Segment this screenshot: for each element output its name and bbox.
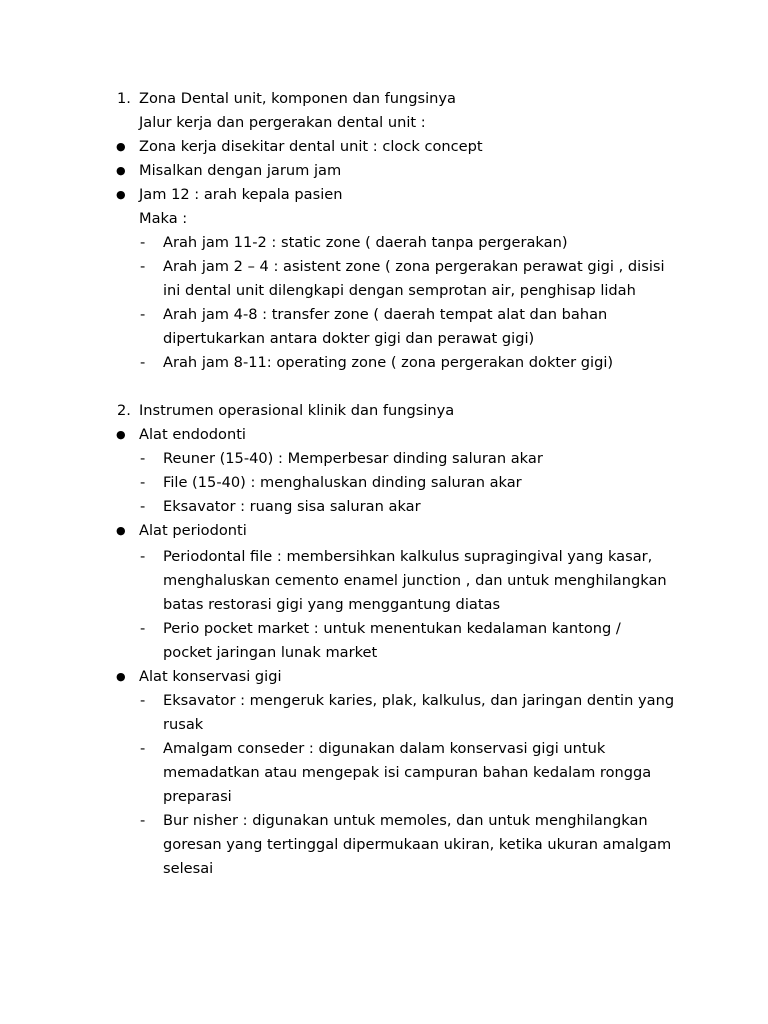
line-text: dipertukarkan antara dokter gigi dan perawat gigi) [163,330,535,347]
line-text: Alat konservasi gigi [139,668,282,685]
dash-icon: - [140,234,146,251]
line-text: Arah jam 11-2 : static zone ( daerah tanpa pergerakan) [163,234,568,251]
dash-icon: - [140,306,146,323]
bullet-icon: ● [116,164,126,177]
line-text: Zona kerja disekitar dental unit : clock concept [139,138,483,155]
line-text: Perio pocket market : untuk menentukan kedalaman kantong / [163,620,621,637]
line-text: Eksavator : ruang sisa saluran akar [163,498,421,515]
dash-icon: - [140,474,146,491]
line-text: Arah jam 8-11: operating zone ( zona pergerakan dokter gigi) [163,354,614,371]
line-text: batas restorasi gigi yang menggantung diatas [163,596,501,613]
line-text: memadatkan atau mengepak isi campuran bahan kedalam rongga [163,764,652,781]
line-text: preparasi [163,788,232,805]
line-text: Misalkan dengan jarum jam [139,162,342,179]
dash-icon: - [140,812,146,829]
line-text: Arah jam 4-8 : transfer zone ( daerah tempat alat dan bahan [163,306,608,323]
line-text: Jam 12 : arah kepala pasien [139,186,343,203]
dash-icon: - [140,498,146,515]
line-text: menghaluskan cemento enamel junction , dan untuk menghilangkan [163,572,667,589]
line-text: Reuner (15-40) : Memperbesar dinding saluran akar [163,450,543,467]
line-text: ini dental unit dilengkapi dengan semprotan air, penghisap lidah [163,282,636,299]
dash-icon: - [140,354,146,371]
line-text: Bur nisher : digunakan untuk memoles, dan untuk menghilangkan [163,812,648,829]
line-text: Alat periodonti [139,522,247,539]
dash-icon: - [140,620,146,637]
line-text: Alat endodonti [139,426,246,443]
dash-icon: - [140,548,146,565]
dash-icon: - [140,258,146,275]
line-text: Eksavator : mengeruk karies, plak, kalkulus, dan jaringan dentin yang [163,692,675,709]
line-text: pocket jaringan lunak market [163,644,378,661]
dash-icon: - [140,740,146,757]
line-text: rusak [163,716,204,733]
line-text: Arah jam 2 – 4 : asistent zone ( zona pergerakan perawat gigi , disisi [163,258,665,275]
line-text: Maka : [139,210,188,227]
line-text: Amalgam conseder : digunakan dalam konservasi gigi untuk [163,740,606,757]
bullet-icon: ● [116,188,126,201]
dash-icon: - [140,692,146,709]
line-text: Jalur kerja dan pergerakan dental unit : [139,114,426,131]
line-text: selesai [163,860,214,877]
section-title: Instrumen operasional klinik dan fungsinya [139,402,455,419]
line-text: goresan yang tertinggal dipermukaan ukiran, ketika ukuran amalgam [163,836,672,853]
list-number: 2. [117,402,131,419]
dash-icon: - [140,450,146,467]
bullet-icon: ● [116,428,126,441]
line-text: File (15-40) : menghaluskan dinding saluran akar [163,474,522,491]
list-number: 1. [117,90,131,107]
bullet-icon: ● [116,524,126,537]
section-title: Zona Dental unit, komponen dan fungsinya [139,90,457,107]
line-text: Periodontal file : membersihkan kalkulus supragingival yang kasar, [163,548,653,565]
bullet-icon: ● [116,140,126,153]
bullet-icon: ● [116,670,126,683]
